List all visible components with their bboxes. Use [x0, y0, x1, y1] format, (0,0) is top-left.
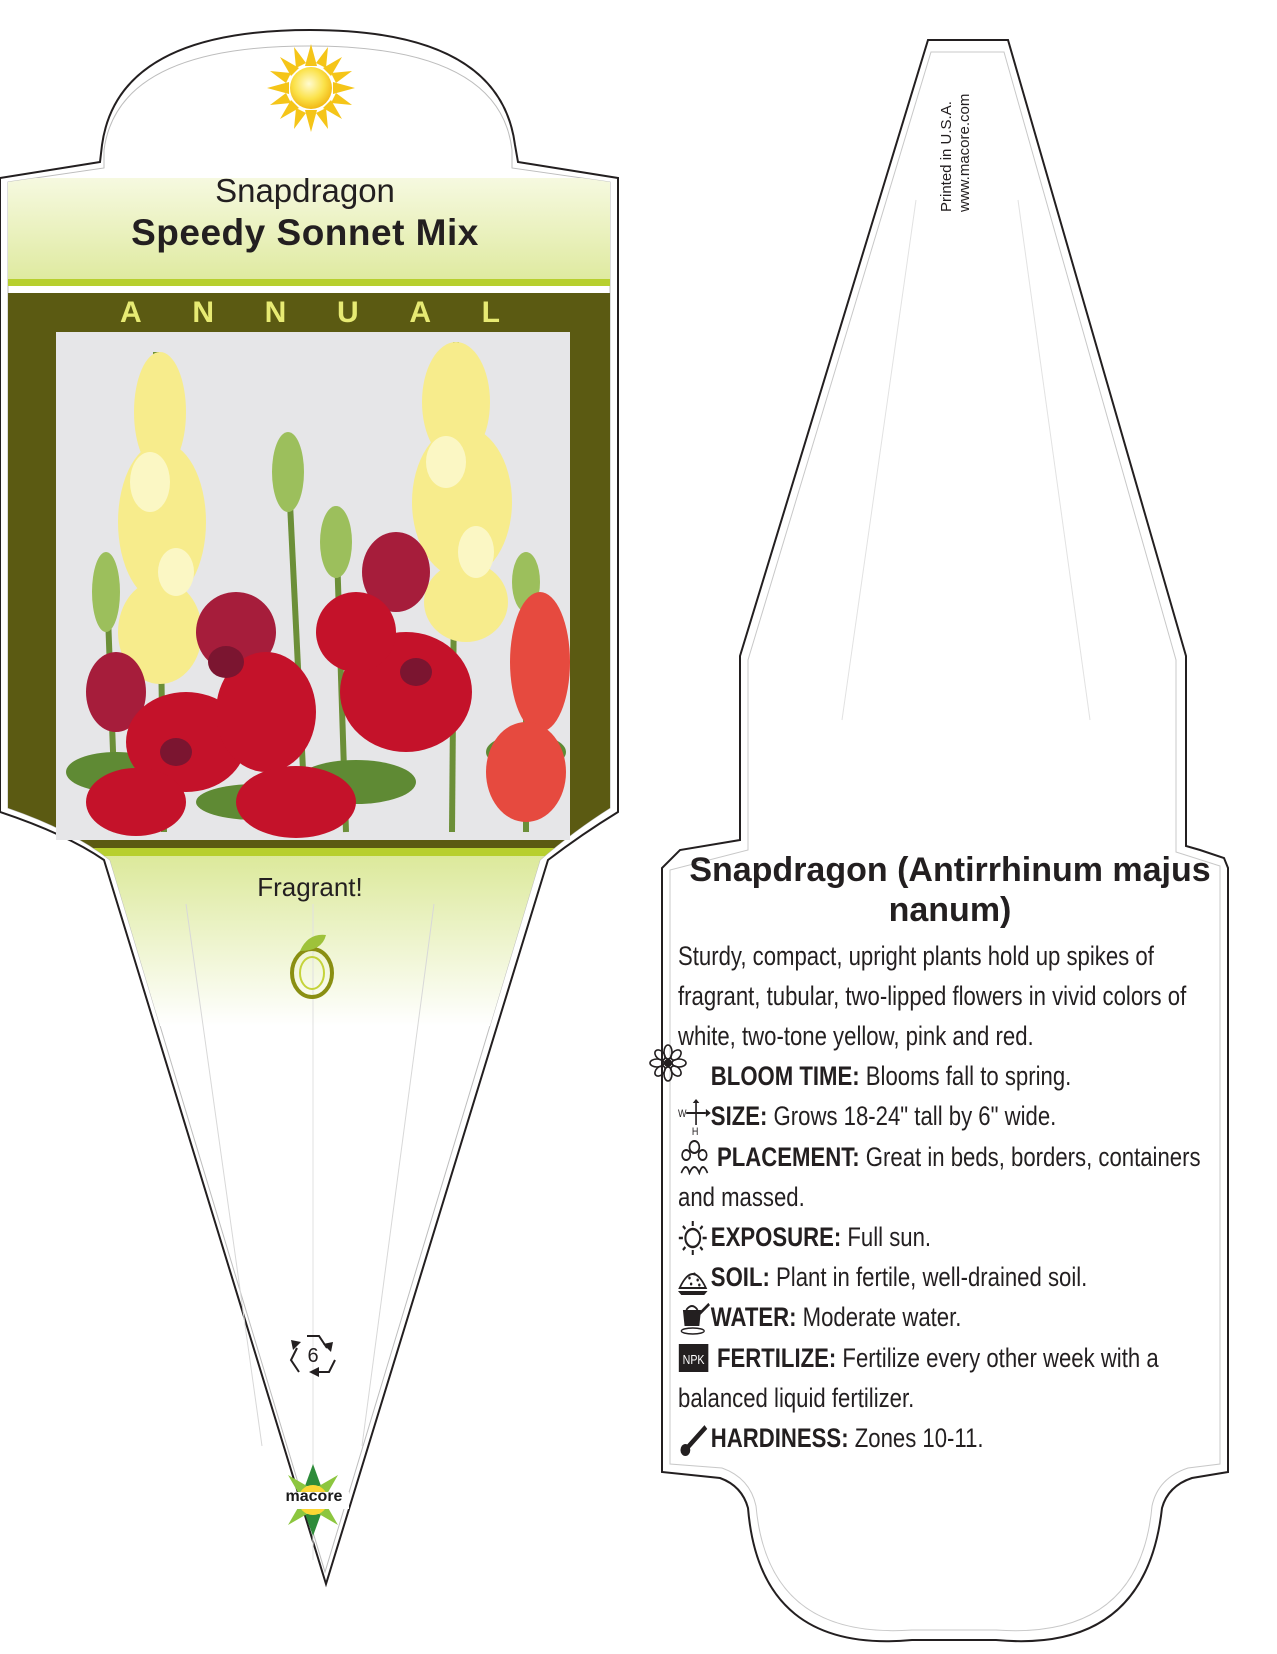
detail-label: PLACEMENT: [716, 1142, 860, 1172]
flower-icon-slot [678, 1059, 711, 1095]
size-w-letter: W [678, 1108, 687, 1121]
feature-label: Fragrant! [257, 872, 363, 902]
detail-text: Great in beds, borders, containers and massed. [678, 1142, 1201, 1212]
variety-name: Speedy Sonnet Mix [131, 212, 479, 253]
type-letter: A [120, 296, 142, 329]
detail-text: Fertilize every other week with a balanced liquid fertilizer. [678, 1343, 1159, 1413]
detail-text: Zones 10-11. [854, 1423, 984, 1453]
npk-icon [678, 1340, 711, 1376]
detail-exposure [678, 1217, 1238, 1257]
detail-text: Blooms fall to spring. [865, 1061, 1072, 1091]
size-h-letter: H [691, 1126, 699, 1135]
detail-soil [678, 1257, 1238, 1297]
detail-hardiness [678, 1418, 1238, 1458]
common-name: Snapdragon [215, 172, 395, 209]
full-sun-icon [267, 44, 355, 132]
detail-placement [678, 1136, 1238, 1217]
type-letter: U [336, 296, 359, 329]
detail-label: SOIL: [710, 1262, 770, 1292]
type-letter: L [481, 296, 500, 329]
detail-text: Grows 18-24" tall by 6" wide. [773, 1101, 1057, 1131]
description: Sturdy, compact, upright plants hold up spikes of fragrant, tubular, two-lipped flowers in vivid colors of white, two-tone yellow, pink and red. [678, 941, 1187, 1051]
detail-label: EXPOSURE: [710, 1222, 842, 1252]
detail-text: Moderate water. [802, 1302, 962, 1332]
snapdragon-photo [56, 332, 570, 840]
detail-label: SIZE: [710, 1101, 768, 1131]
sun-icon [678, 1220, 711, 1256]
detail-label: WATER: [710, 1302, 797, 1332]
back-title: Snapdragon (Antirrhinum majus nanum) [689, 851, 1211, 929]
detail-fertilize [678, 1337, 1238, 1418]
detail-water [678, 1297, 1238, 1337]
detail-bloom-time [678, 1056, 1238, 1096]
printed-info [938, 52, 973, 212]
placement-icon [678, 1139, 711, 1175]
detail-label: HARDINESS: [710, 1423, 849, 1453]
npk-text: NPK [682, 1351, 705, 1368]
type-letter: A [409, 296, 431, 329]
watering-can-icon [678, 1300, 711, 1336]
plant-type-label [120, 296, 500, 330]
size-icon [678, 1099, 711, 1135]
detail-size [678, 1096, 1238, 1136]
detail-label: FERTILIZE: [716, 1343, 837, 1373]
detail-text: Plant in fertile, well-drained soil. [776, 1262, 1088, 1292]
care-info [678, 936, 1238, 1458]
detail-label: BLOOM TIME: [710, 1061, 860, 1091]
type-letter: N [264, 296, 287, 329]
detail-text: Full sun. [847, 1222, 932, 1252]
printed-line: Printed in U.S.A. [938, 101, 955, 212]
recycle-number: 6 [307, 1345, 319, 1367]
soil-icon [678, 1260, 711, 1296]
website-line: www.macore.com [956, 93, 973, 212]
thermometer-icon [678, 1421, 711, 1457]
type-letter: N [192, 296, 214, 329]
logo-text: macore [285, 1488, 343, 1505]
